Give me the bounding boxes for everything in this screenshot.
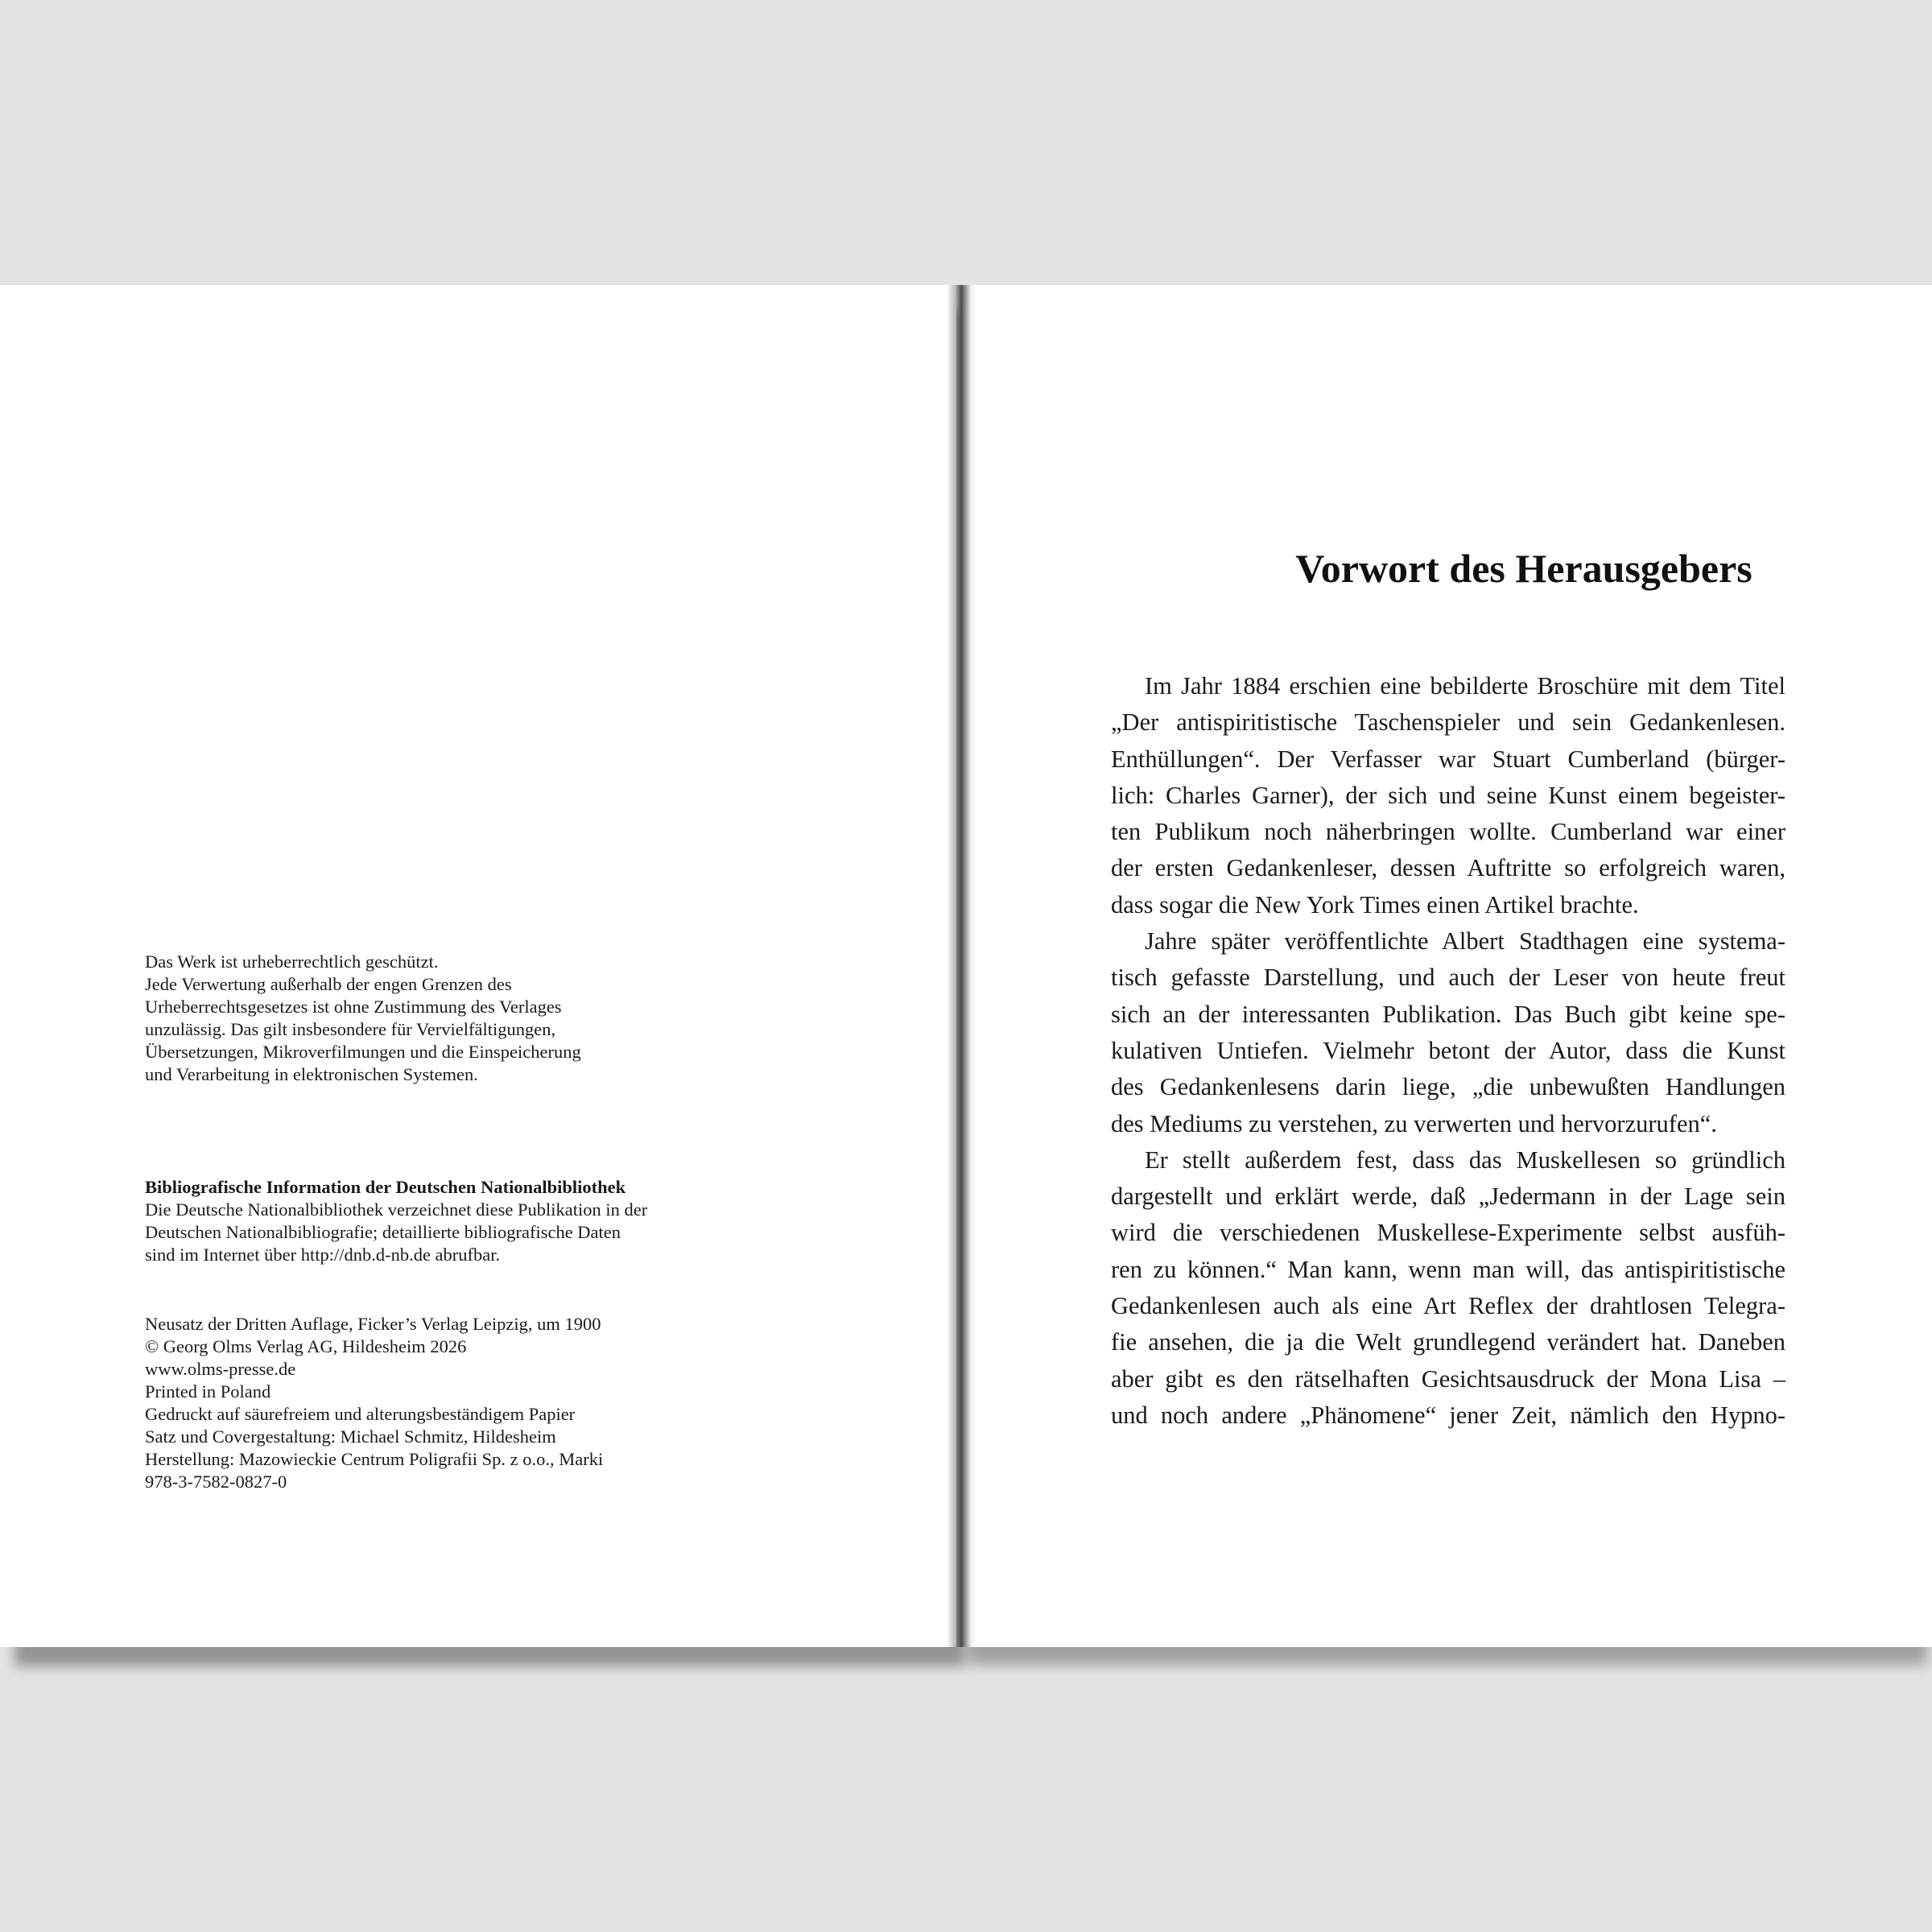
body-line: der ersten Gedankenleser, dessen Auftritte so erfolgreich waren, — [1111, 854, 1785, 882]
body-line: kulativen Untiefen. Vielmehr betont der Autor, dass die Kunst — [1111, 1036, 1785, 1064]
isbn: 978-3-7582-0827-0 — [145, 1472, 287, 1492]
body-line: und noch andere „Phänomene“ jener Zeit, nämlich den Hypno- — [1111, 1401, 1785, 1429]
edition-line: Herstellung: Mazowieckie Centrum Poligrafii Sp. z o.o., Marki — [145, 1449, 604, 1469]
body-line: ten Publikum noch näherbringen wollte. Cumberland war einer — [1111, 818, 1785, 846]
body-line: dargestellt und erklärt werde, daß „Jedermann in der Lage sein — [1111, 1183, 1785, 1211]
edition-line: Satz und Covergestaltung: Michael Schmitz, Hildesheim — [145, 1426, 556, 1447]
preface-body — [1111, 668, 1785, 1434]
body-line: wird die verschiedenen Muskellese-Experimente selbst ausfüh- — [1111, 1219, 1785, 1247]
edition-info — [145, 1313, 603, 1493]
publisher-url: www.olms-presse.de — [145, 1359, 296, 1379]
dnb-text-line: Deutschen Nationalbibliografie; detaillierte bibliografische Daten — [145, 1222, 621, 1242]
body-line: Jahre später veröffentlichte Albert Stadthagen eine systema- — [1145, 927, 1785, 956]
edition-line: Neusatz der Dritten Auflage, Ficker’s Verlag Leipzig, um 1900 — [145, 1314, 601, 1334]
body-line: dass sogar die New York Times einen Artikel brachte. — [1111, 890, 1639, 919]
body-line: Im Jahr 1884 erschien eine bebilderte Broschüre mit dem Titel — [1145, 672, 1785, 700]
body-line: Er stellt außerdem fest, dass das Muskellesen so gründlich — [1145, 1146, 1785, 1174]
dnb-text-line: Die Deutsche Nationalbibliothek verzeichnet diese Publikation in der — [145, 1199, 648, 1220]
chapter-title: Vorwort des Herausgebers — [1295, 546, 1752, 591]
left-page — [0, 285, 956, 1647]
copyright-line: Das Werk ist urheberrechtlich geschützt. — [145, 952, 439, 972]
body-line: des Gedankenlesens darin liege, „die unbewußten Handlungen — [1111, 1073, 1785, 1101]
copyright-line: und Verarbeitung in elektronischen Systemen. — [145, 1064, 478, 1084]
body-line: Gedankenlesen auch als eine Art Reflex der drahtlosen Telegra- — [1111, 1292, 1785, 1320]
bibliographic-information — [145, 1176, 647, 1266]
edition-line: © Georg Olms Verlag AG, Hildesheim 2026 — [145, 1336, 467, 1356]
body-line: ren zu können.“ Man kann, wenn man will, das antispiritistische — [1111, 1255, 1785, 1283]
book-gutter-shadow — [947, 285, 977, 1647]
body-line: Enthüllungen“. Der Verfasser war Stuart Cumberland (bürger- — [1111, 745, 1785, 773]
right-page — [963, 285, 1932, 1647]
body-line: „Der antispiritistische Taschenspieler und sein Gedankenlesen. — [1111, 708, 1785, 737]
copyright-notice — [145, 951, 581, 1086]
body-line: lich: Charles Garner), der sich und seine Kunst einem begeister- — [1111, 781, 1785, 809]
body-line: aber gibt es den rätselhaften Gesichtsausdruck der Mona Lisa – — [1111, 1364, 1785, 1393]
edition-line: Gedruckt auf säurefreiem und alterungsbeständigem Papier — [145, 1404, 576, 1424]
edition-line: Printed in Poland — [145, 1381, 271, 1402]
copyright-line: Jede Verwertung außerhalb der engen Grenzen des — [145, 974, 512, 994]
body-line: sich an der interessanten Publikation. Das Buch gibt keine spe- — [1111, 1000, 1785, 1028]
dnb-text-line: sind im Internet über http://dnb.d-nb.de abrufbar. — [145, 1245, 501, 1265]
copyright-line: Übersetzungen, Mikroverfilmungen und die Einspeicherung — [145, 1042, 581, 1062]
body-line: fie ansehen, die ja die Welt grundlegend verändert hat. Daneben — [1111, 1328, 1785, 1356]
dnb-heading: Bibliografische Information der Deutschen Nationalbibliothek — [145, 1177, 626, 1197]
copyright-line: Urheberrechtsgesetzes ist ohne Zustimmung des Verlages — [145, 997, 562, 1017]
body-line: tisch gefasste Darstellung, und auch der Leser von heute freut — [1111, 964, 1785, 992]
copyright-line: unzulässig. Das gilt insbesondere für Vervielfältigungen, — [145, 1019, 556, 1039]
body-line: des Mediums zu verstehen, zu verwerten und hervorzurufen“. — [1111, 1109, 1717, 1137]
